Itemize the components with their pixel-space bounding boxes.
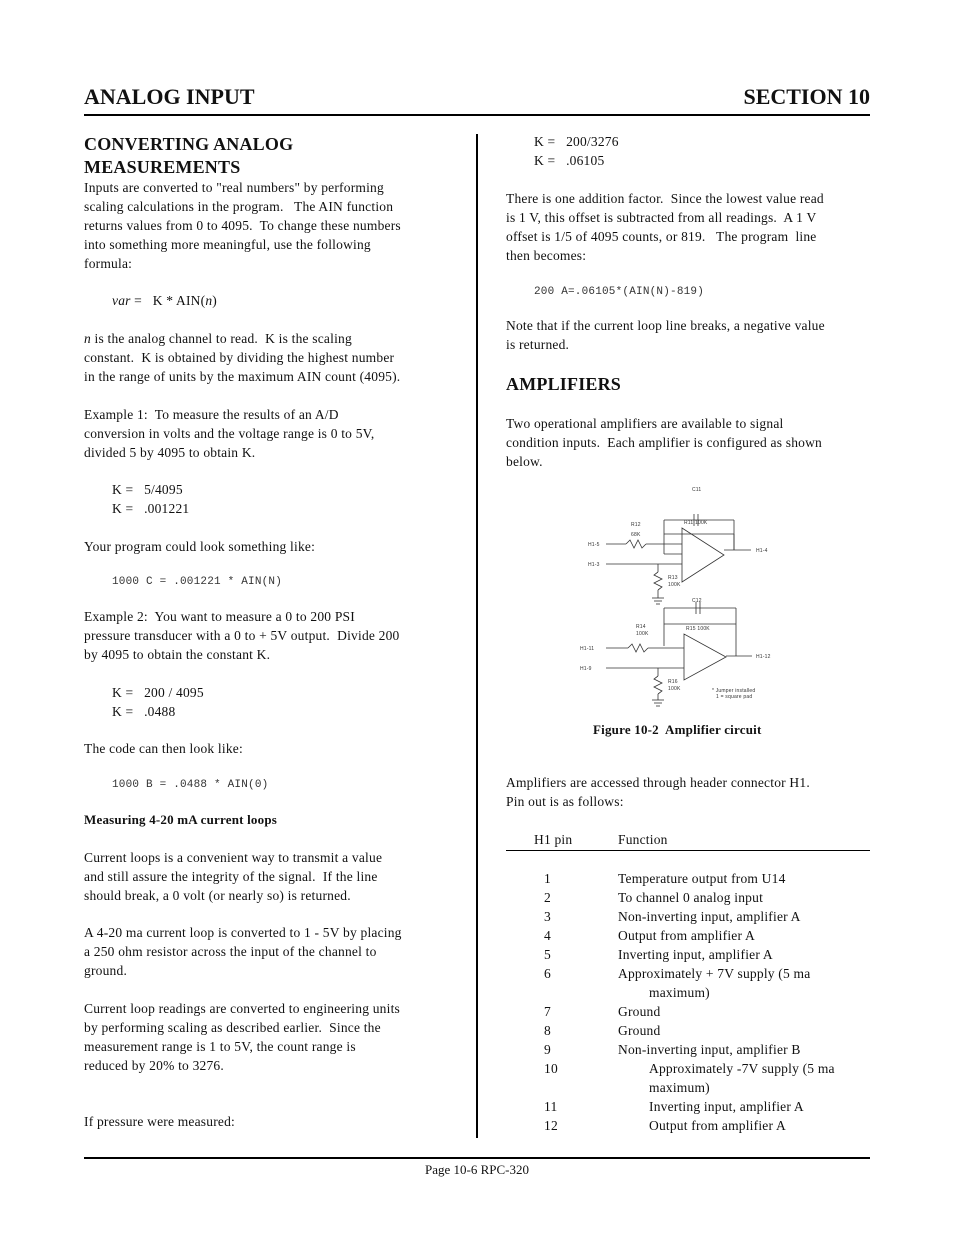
table-cell-pin: 8: [544, 1023, 551, 1038]
table-cell-function: maximum): [649, 1080, 710, 1095]
circuit-label: C12: [692, 598, 702, 604]
table-cell-function: Ground: [618, 1023, 661, 1038]
subheading: Measuring 4-20 mA current loops: [84, 812, 278, 827]
table-cell-pin: 5: [544, 947, 551, 962]
circuit-label: H1-12: [756, 654, 771, 660]
table-cell-function: To channel 0 analog input: [618, 890, 764, 905]
table-cell-function: maximum): [649, 985, 710, 1000]
header-title: ANALOG INPUT: [84, 84, 255, 109]
example2-line: pressure transducer with a 0 to + 5V output. Divide 200: [84, 628, 400, 643]
loops-line: measurement range is 1 to 5V, the count range is: [84, 1039, 356, 1054]
intro-line: scaling calculations in the program. The AIN function: [84, 199, 394, 214]
n-description-line: [84, 329, 352, 348]
access-line: Amplifiers are accessed through header connector H1.: [506, 775, 810, 790]
table-cell-function: Temperature output from U14: [618, 871, 786, 886]
circuit-label: 68K: [631, 532, 641, 538]
column-divider: [476, 134, 478, 1138]
example1-line: conversion in volts and the voltage range is 0 to 5V,: [84, 426, 375, 441]
program-intro: Your program could look something like:: [84, 539, 316, 554]
offset-line: There is one addition factor. Since the lowest value read: [506, 191, 824, 206]
k-value: K = 200 / 4095: [112, 685, 204, 700]
header-section: SECTION 10: [743, 84, 870, 109]
amp-line: below.: [506, 454, 543, 469]
note-line: Note that if the current loop line breaks, a negative value: [506, 318, 825, 333]
note-line: is returned.: [506, 337, 570, 352]
section-heading-line2: MEASUREMENTS: [84, 157, 241, 177]
intro-line: formula:: [84, 256, 133, 271]
code-line: 1000 B = .0488 * AIN(0): [112, 779, 269, 791]
circuit-label: R16: [668, 679, 678, 685]
pressure-line: If pressure were measured:: [84, 1114, 236, 1129]
table-cell-pin: 1: [544, 871, 551, 886]
page-header: [84, 84, 870, 116]
table-cell-function: Inverting input, amplifier A: [649, 1099, 804, 1114]
footer-rule: [84, 1157, 870, 1159]
circuit-label: H1-4: [756, 548, 768, 554]
table-cell-pin: 12: [544, 1118, 558, 1133]
access-line: Pin out is as follows:: [506, 794, 624, 809]
formula-var: var: [112, 293, 131, 308]
k-value: K = .001221: [112, 501, 190, 516]
circuit-label: R11 100K: [684, 520, 708, 526]
table-cell-pin: 2: [544, 890, 551, 905]
circuit-label: * Jumper installed: [712, 688, 756, 694]
loops-line: Current loops is a convenient way to transmit a value: [84, 850, 383, 865]
n-desc-text: is the analog channel to read. K is the scaling: [90, 331, 352, 346]
k-value: K = .0488: [112, 704, 176, 719]
table-cell-function: Approximately + 7V supply (5 ma: [618, 966, 811, 981]
code-line: 200 A=.06105*(AIN(N)-819): [534, 286, 705, 298]
table-cell-function: Output from amplifier A: [649, 1118, 786, 1133]
formula: [112, 291, 217, 310]
k-value: K = .06105: [534, 153, 605, 168]
circuit-label: H1-3: [588, 562, 600, 568]
table-cell-pin: 9: [544, 1042, 551, 1057]
example2-line: Example 2: You want to measure a 0 to 200 PSI: [84, 609, 355, 624]
loops-line: Current loop readings are converted to engineering units: [84, 1001, 400, 1016]
formula-n: n: [205, 293, 213, 308]
page-footer: Page 10-6 RPC-320: [425, 1162, 529, 1177]
amp-line: Two operational amplifiers are available to signal: [506, 416, 784, 431]
circuit-label: H1-9: [580, 666, 592, 672]
n-description-line: constant. K is obtained by dividing the highest number: [84, 350, 395, 365]
table-cell-pin: 3: [544, 909, 551, 924]
circuit-label: 100K: [668, 582, 681, 588]
loops-line: ground.: [84, 963, 128, 978]
loops-line: and still assure the integrity of the signal. If the line: [84, 869, 378, 884]
k-value: K = 5/4095: [112, 482, 183, 497]
table-cell-pin: 4: [544, 928, 551, 943]
table-rule: [506, 850, 870, 851]
section-heading-line1: CONVERTING ANALOG: [84, 134, 294, 154]
table-cell-function: Approximately -7V supply (5 ma: [649, 1061, 835, 1076]
loops-line: A 4-20 ma current loop is converted to 1 - 5V by placing: [84, 925, 402, 940]
loops-line: should break, a 0 volt (or nearly so) is returned.: [84, 888, 351, 903]
circuit-label: C11: [692, 487, 702, 493]
circuit-label: 1 = square pad: [716, 694, 753, 700]
k-value: K = 200/3276: [534, 134, 619, 149]
code-line: 1000 C = .001221 * AIN(N): [112, 576, 283, 588]
formula-end: ): [212, 293, 217, 308]
circuit-label: R12: [631, 522, 641, 528]
table-cell-pin: 7: [544, 1004, 551, 1019]
loops-line: by performing scaling as described earlier. Since the: [84, 1020, 381, 1035]
circuit-label: R13: [668, 575, 678, 581]
circuit-label: 100K: [668, 686, 681, 692]
amp-line: condition inputs. Each amplifier is configured as shown: [506, 435, 823, 450]
n-description-line: in the range of units by the maximum AIN count (4095).: [84, 369, 401, 384]
example1-line: Example 1: To measure the results of an A/D: [84, 407, 339, 422]
table-cell-function: Non-inverting input, amplifier A: [618, 909, 801, 924]
intro-line: Inputs are converted to "real numbers" by performing: [84, 180, 384, 195]
table-header-pin: H1 pin: [534, 832, 573, 847]
table-cell-pin: 10: [544, 1061, 558, 1076]
table-header-function: Function: [618, 832, 668, 847]
figure-caption: Figure 10-2 Amplifier circuit: [593, 722, 762, 737]
n-italic: n: [84, 331, 91, 346]
table-cell-function: Inverting input, amplifier A: [618, 947, 773, 962]
code-intro: The code can then look like:: [84, 741, 243, 756]
amplifier-circuit-diagram: [576, 484, 776, 714]
formula-mid: = K * AIN(: [130, 293, 206, 308]
offset-line: then becomes:: [506, 248, 587, 263]
amplifiers-heading: AMPLIFIERS: [506, 374, 622, 394]
offset-line: is 1 V, this offset is subtracted from all readings. A 1 V: [506, 210, 817, 225]
circuit-label: H1-11: [580, 646, 595, 652]
circuit-label: 100K: [636, 631, 649, 637]
loops-line: a 250 ohm resistor across the input of the channel to: [84, 944, 377, 959]
example1-line: divided 5 by 4095 to obtain K.: [84, 445, 256, 460]
table-cell-function: Output from amplifier A: [618, 928, 755, 943]
table-cell-function: Non-inverting input, amplifier B: [618, 1042, 801, 1057]
table-cell-pin: 11: [544, 1099, 558, 1114]
table-cell-function: Ground: [618, 1004, 661, 1019]
offset-line: offset is 1/5 of 4095 counts, or 819. The program line: [506, 229, 817, 244]
loops-line: reduced by 20% to 3276.: [84, 1058, 224, 1073]
example2-line: by 4095 to obtain the constant K.: [84, 647, 271, 662]
circuit-label: R15 100K: [686, 626, 710, 632]
intro-line: returns values from 0 to 4095. To change these numbers: [84, 218, 401, 233]
table-cell-pin: 6: [544, 966, 551, 981]
circuit-label: R14: [636, 624, 646, 630]
intro-line: into something more meaningful, use the following: [84, 237, 371, 252]
circuit-label: H1-5: [588, 542, 600, 548]
